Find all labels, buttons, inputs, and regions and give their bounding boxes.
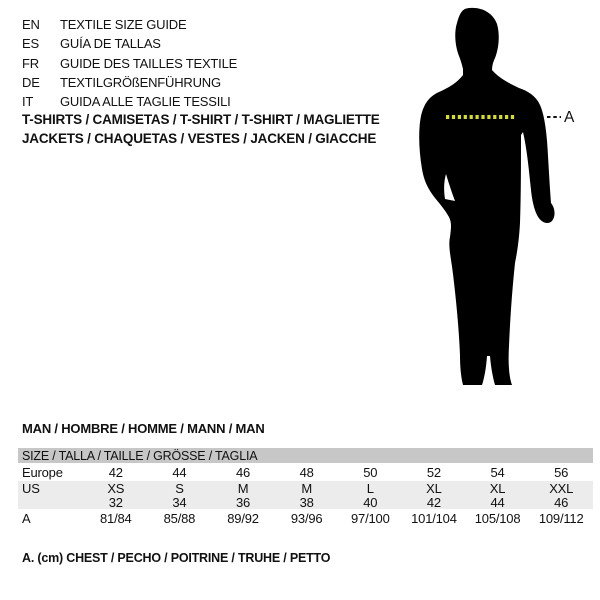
size-value: M <box>301 480 312 496</box>
language-label: GUÍA DE TALLAS <box>60 36 161 52</box>
size-value: 97/100 <box>351 511 390 526</box>
size-value: 105/108 <box>474 511 521 526</box>
size-value: 101/104 <box>411 511 457 526</box>
size-value: 38 <box>299 494 314 510</box>
size-value: 32 <box>108 494 123 510</box>
size-value: 46 <box>236 464 251 480</box>
language-code: IT <box>22 94 34 110</box>
size-value: 89/92 <box>227 511 259 526</box>
row-label: Europe <box>22 464 63 480</box>
table-header-row <box>18 448 593 463</box>
language-code: FR <box>22 55 39 71</box>
row-label: US <box>22 480 40 496</box>
size-value: 42 <box>108 464 123 480</box>
size-value: XL <box>426 480 442 496</box>
language-label: TEXTILE SIZE GUIDE <box>60 17 187 32</box>
table-row-us <box>18 481 593 495</box>
language-code: ES <box>22 36 39 52</box>
size-value: 93/96 <box>290 511 323 526</box>
size-value: M <box>237 480 249 496</box>
category-jackets: JACKETS / CHAQUETAS / VESTES / JACKEN / GIACCHE <box>22 130 377 146</box>
size-value: XL <box>489 480 506 496</box>
size-value: 46 <box>554 494 569 510</box>
measure-label-a: A <box>564 109 575 126</box>
size-value: 56 <box>554 464 569 480</box>
size-value: 36 <box>236 494 251 510</box>
section-title-man: MAN / HOMBRE / HOMME / MANN / MAN <box>22 421 265 436</box>
size-value: 48 <box>299 464 314 480</box>
size-value: 81/84 <box>100 511 132 526</box>
table-row-us-numeric <box>18 495 593 509</box>
size-value: L <box>366 480 374 496</box>
measurement-footnote: A. (cm) CHEST / PECHO / POITRINE / TRUHE / PETTO <box>22 551 331 565</box>
size-value: 44 <box>490 494 505 510</box>
table-row-chest-a <box>18 509 593 528</box>
size-value: 44 <box>172 464 187 480</box>
language-code: DE <box>22 74 40 90</box>
size-table <box>18 448 593 528</box>
size-value: 34 <box>172 494 187 510</box>
language-code: EN <box>22 17 40 32</box>
size-value: S <box>175 480 184 496</box>
size-value: XS <box>107 480 125 496</box>
size-value: XXL <box>549 480 574 496</box>
language-label: GUIDA ALLE TAGLIE TESSILI <box>60 94 231 110</box>
size-value: 85/88 <box>163 511 196 526</box>
row-label: A <box>22 511 31 526</box>
size-value: 54 <box>490 464 505 480</box>
size-value: 42 <box>426 494 441 510</box>
language-label: GUIDE DES TAILLES TEXTILE <box>60 55 238 71</box>
size-value: 50 <box>363 464 378 480</box>
table-row-europe <box>18 463 593 481</box>
size-value: 52 <box>426 464 441 480</box>
man-silhouette-body <box>419 8 554 385</box>
language-label: TEXTILGRÖßENFÜHRUNG <box>60 74 221 90</box>
size-value: 40 <box>363 494 378 510</box>
size-value: 109/112 <box>538 511 584 526</box>
table-header-label: SIZE / TALLA / TAILLE / GRÖSSE / TAGLIA <box>22 448 258 463</box>
category-tshirts: T-SHIRTS / CAMISETAS / T-SHIRT / T-SHIRT / MAGLIETTE <box>22 112 380 127</box>
